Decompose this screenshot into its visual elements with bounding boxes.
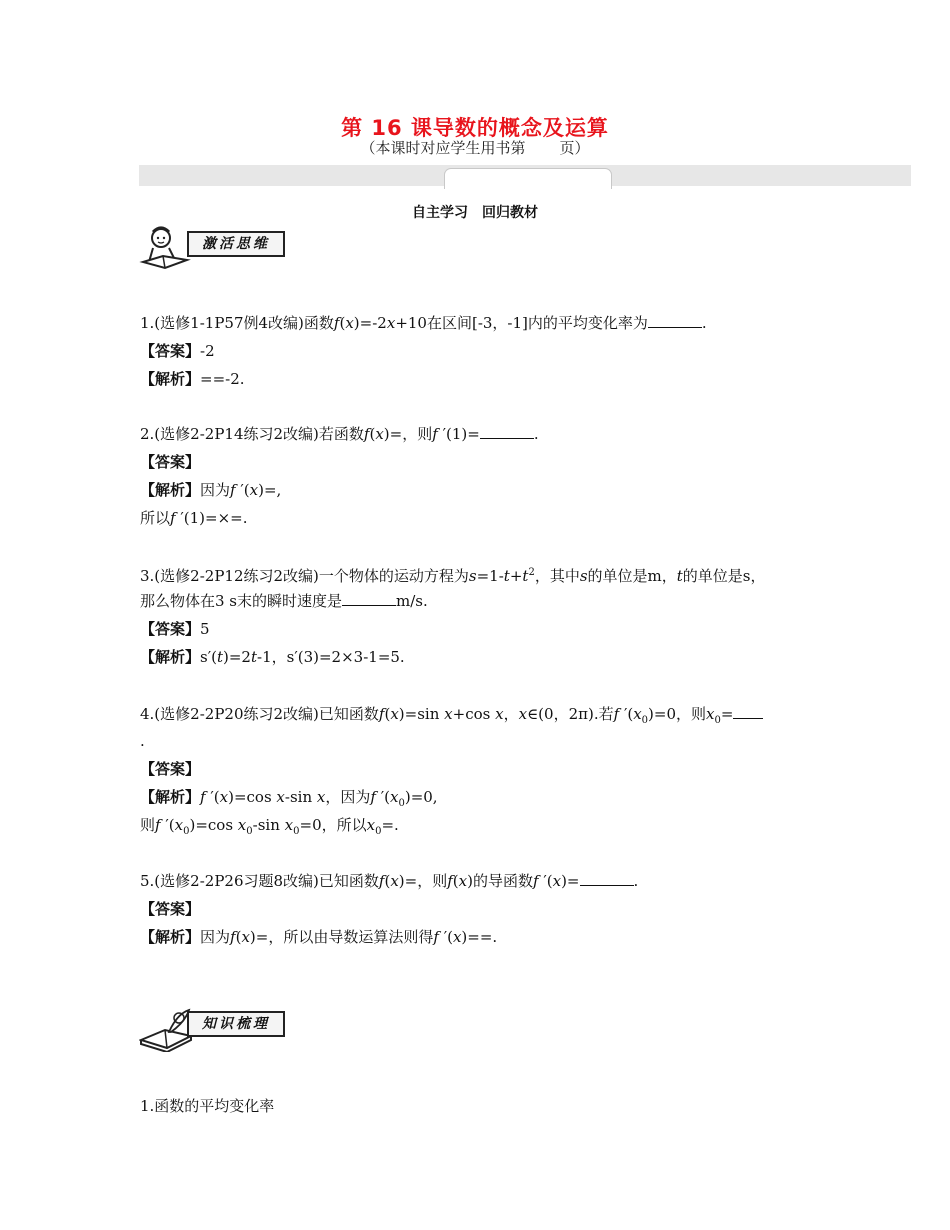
answer-blank: [733, 704, 763, 719]
student-reading-icon: [139, 226, 191, 272]
knowledge-review-label: 知识梳理: [187, 1011, 285, 1037]
section-title: 自主学习 回归教材: [412, 205, 538, 221]
problem-4-analysis: 【解析】f ′(x)=cos x-sin x，因为f $'(x_0)=0$,: [140, 788, 438, 809]
problem-3-cont: 那么物体在3 s末的瞬时速度是 m/s.: [140, 592, 428, 610]
answer-blank: [480, 424, 534, 439]
problem-5: 5.(选修2-2P26习题8改编)已知函数f(x)=，则f(x)的导函数f ′(x)= .: [140, 872, 639, 890]
knowledge-item-1: 1.函数的平均变化率: [140, 1097, 275, 1115]
problem-3-analysis: 【解析】s′(t)=2t-1，s′(3)=2×3-1=5.: [140, 648, 405, 666]
lesson-topic: 导数的概念及运算: [432, 116, 609, 140]
activate-thinking-label: 激活思维: [187, 231, 285, 257]
answer-blank: [648, 313, 702, 328]
problem-2-answer: 【答案】: [140, 453, 201, 471]
problem-2-analysis: 【解析】因为f ′(x)=,: [140, 481, 282, 499]
problem-4-analysis-cont: 则f $'(x_0)=\cos$ $x_0-\sin$ $x_0=0$，所以$x_0=$.: [140, 816, 399, 837]
problem-3-answer: 【答案】5: [140, 620, 210, 638]
knowledge-review-badge: [139, 1006, 287, 1052]
problem-5-answer: 【答案】: [140, 900, 201, 918]
problem-2-analysis-cont: 所以f ′(1)=×=.: [140, 509, 248, 527]
problem-1-answer: 【答案】-2: [140, 342, 215, 360]
problem-5-analysis: 【解析】因为f(x)=，所以由导数运算法则得f ′(x)==.: [140, 928, 498, 946]
problem-1-analysis: 【解析】==-2.: [140, 370, 245, 388]
problem-2: 2.(选修2-2P14练习2改编)若函数f(x)=，则f ′(1)= .: [140, 425, 539, 443]
problem-4-end: .: [140, 732, 145, 750]
problem-4-answer: 【答案】: [140, 760, 201, 778]
activate-thinking-badge: [139, 226, 287, 272]
page-reference: （本课时对应学生用书第 页）: [360, 139, 590, 157]
problem-3: 3.(选修2-2P12练习2改编)一个物体的运动方程为$s=1-t+t^2$，其中s的单位是m，t的单位是s，: [140, 567, 766, 585]
problem-1: 1.(选修1-1P57例4改编)函数f(x)=-2x+10在区间[-3，-1]内的平均变化率为 .: [140, 314, 707, 332]
header-tab: [444, 168, 612, 189]
answer-blank: [342, 591, 396, 606]
problem-4: 4.(选修2-2P20练习2改编)已知函数f(x)=sin x+cos x，x∈(0，2π).若f $'(x_0)=0$，则$x_0=$: [140, 704, 763, 731]
lesson-number: 第 16 课: [341, 116, 433, 140]
answer-blank: [580, 871, 634, 886]
